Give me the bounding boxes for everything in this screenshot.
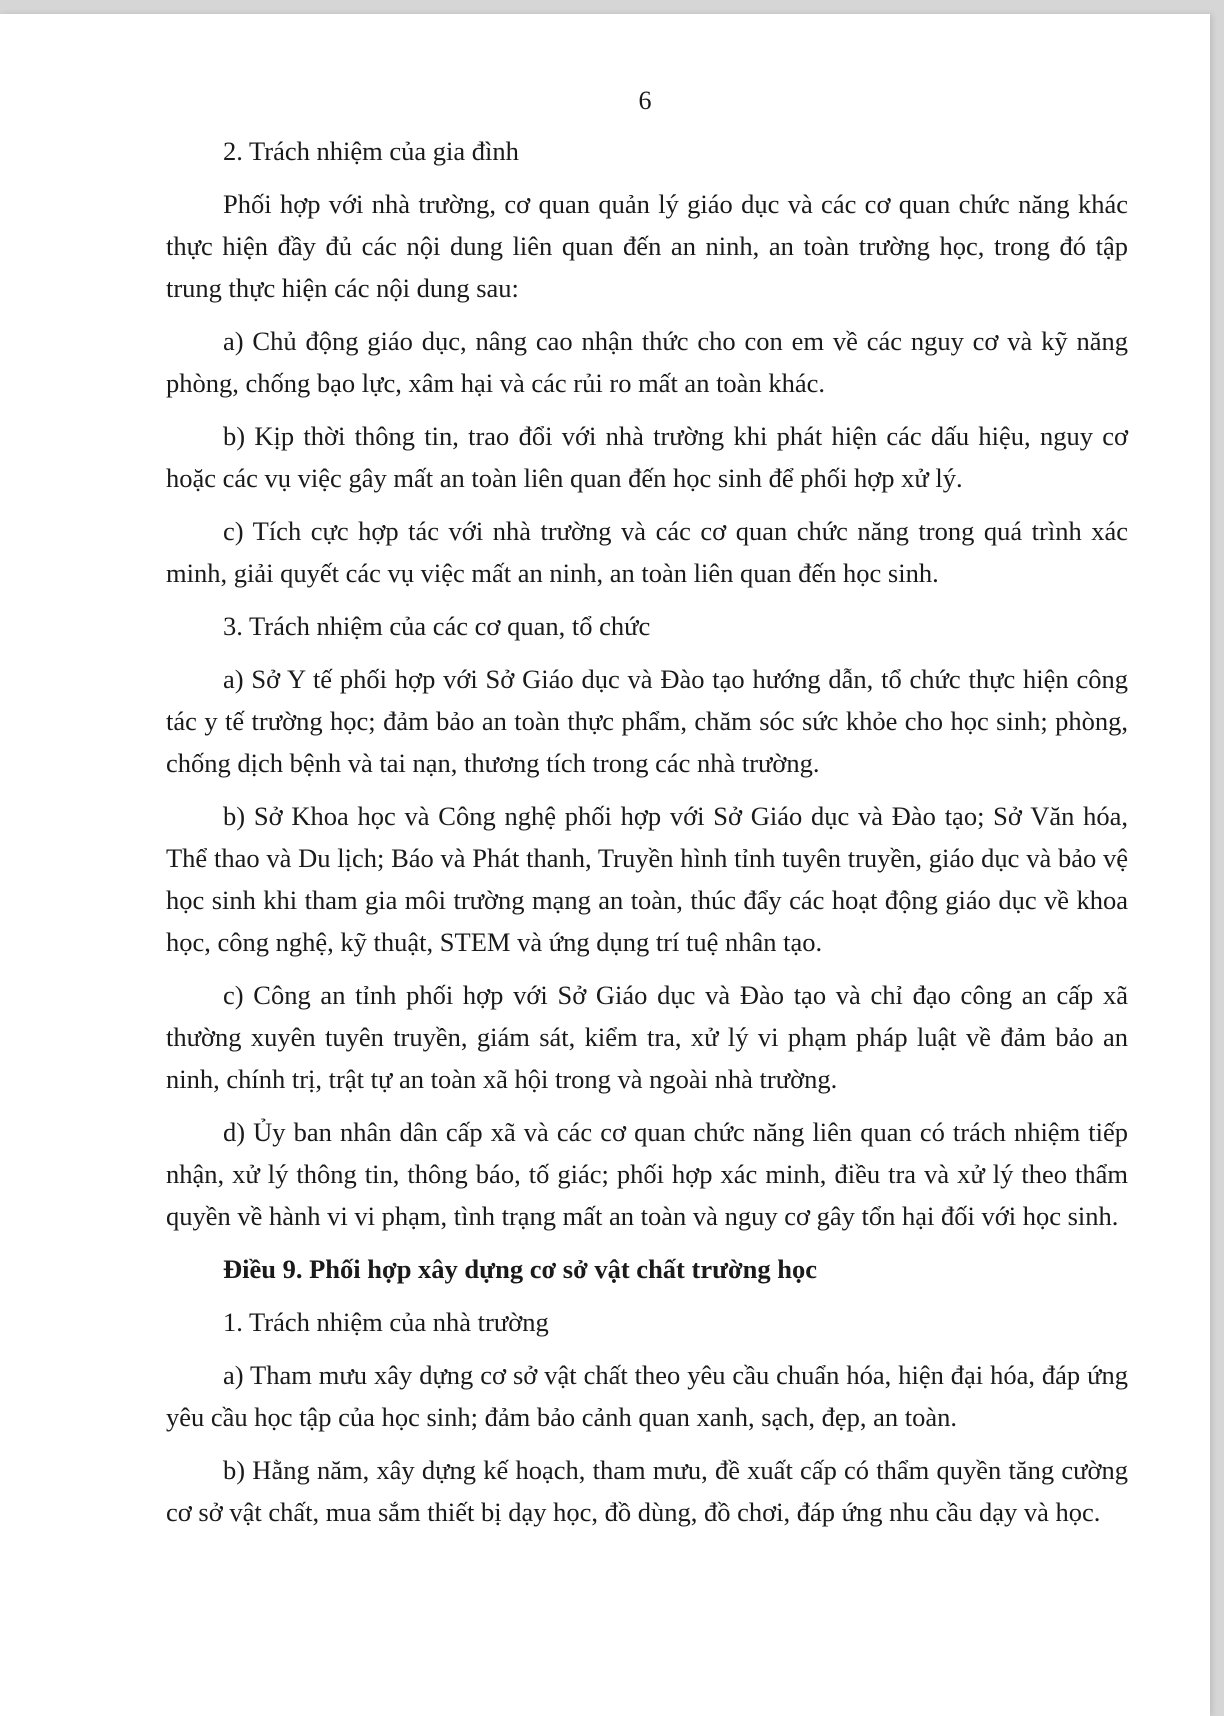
paragraph: c) Công an tỉnh phối hợp với Sở Giáo dục và Đào tạo và chỉ đạo công an cấp xã thường xuyên tuyên truyền, giám sát, kiểm tra, xử lý vi phạm pháp luật về đảm bảo an ninh, chính trị, trật tự an toàn xã hội trong và ngoài nhà trường.: [166, 980, 1128, 1094]
paragraph: c) Tích cực hợp tác với nhà trường và các cơ quan chức năng trong quá trình xác minh, giải quyết các vụ việc mất an ninh, an toàn liên quan đến học sinh.: [166, 516, 1128, 588]
article-heading: Điều 9. Phối hợp xây dựng cơ sở vật chất trường học: [223, 1254, 818, 1284]
paragraph: a) Chủ động giáo dục, nâng cao nhận thức cho con em về các nguy cơ và kỹ năng phòng, chống bạo lực, xâm hại và các rủi ro mất an toàn khác.: [166, 326, 1128, 398]
paragraph: b) Kịp thời thông tin, trao đổi với nhà trường khi phát hiện các dấu hiệu, nguy cơ hoặc các vụ việc gây mất an toàn liên quan đến học sinh để phối hợp xử lý.: [166, 421, 1128, 493]
paragraph: a) Sở Y tế phối hợp với Sở Giáo dục và Đào tạo hướng dẫn, tổ chức thực hiện công tác y tế trường học; đảm bảo an toàn thực phẩm, chăm sóc sức khỏe cho học sinh; phòng, chống dịch bệnh và tai nạn, thương tích trong các nhà trường.: [166, 664, 1128, 778]
section-heading: 1. Trách nhiệm của nhà trường: [223, 1307, 549, 1337]
document-body: [166, 130, 1128, 1544]
document-page: [0, 14, 1210, 1716]
paragraph: d) Ủy ban nhân dân cấp xã và các cơ quan chức năng liên quan có trách nhiệm tiếp nhận, xử lý thông tin, thông báo, tố giác; phối hợp xác minh, điều tra và xử lý theo thẩm quyền về hành vi vi phạm, tình trạng mất an toàn và nguy cơ gây tổn hại đối với học sinh.: [166, 1117, 1128, 1231]
paragraph: a) Tham mưu xây dựng cơ sở vật chất theo yêu cầu chuẩn hóa, hiện đại hóa, đáp ứng yêu cầu học tập của học sinh; đảm bảo cảnh quan xanh, sạch, đẹp, an toàn.: [166, 1360, 1128, 1432]
section-heading: 2. Trách nhiệm của gia đình: [223, 136, 519, 166]
section-heading: 3. Trách nhiệm của các cơ quan, tổ chức: [223, 611, 651, 641]
page-number: 6: [638, 86, 652, 115]
paragraph: Phối hợp với nhà trường, cơ quan quản lý giáo dục và các cơ quan chức năng khác thực hiện đầy đủ các nội dung liên quan đến an ninh, an toàn trường học, trong đó tập trung thực hiện các nội dung sau:: [166, 189, 1128, 303]
paragraph: b) Hằng năm, xây dựng kế hoạch, tham mưu, đề xuất cấp có thẩm quyền tăng cường cơ sở vật chất, mua sắm thiết bị dạy học, đồ dùng, đồ chơi, đáp ứng nhu cầu dạy và học.: [166, 1455, 1128, 1527]
paragraph: b) Sở Khoa học và Công nghệ phối hợp với Sở Giáo dục và Đào tạo; Sở Văn hóa, Thể thao và Du lịch; Báo và Phát thanh, Truyền hình tỉnh tuyên truyền, giáo dục và bảo vệ học sinh khi tham gia môi trường mạng an toàn, thúc đẩy các hoạt động giáo dục về khoa học, công nghệ, kỹ thuật, STEM và ứng dụng trí tuệ nhân tạo.: [166, 801, 1128, 957]
